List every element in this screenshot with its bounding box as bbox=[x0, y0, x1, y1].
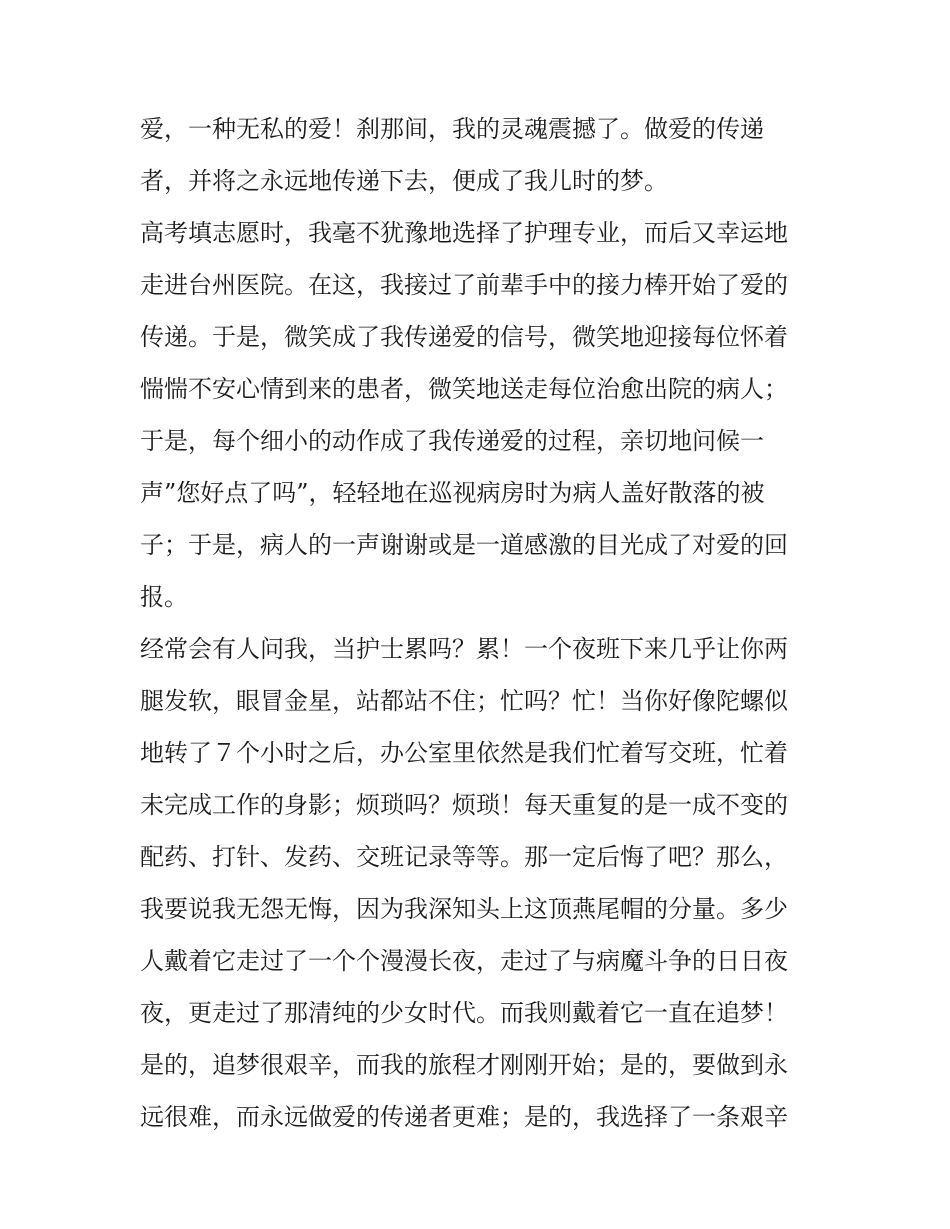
text-line: 惴惴不安心情到来的患者，微笑地送走每位治愈出院的病人； bbox=[140, 375, 788, 403]
text-line: 未完成工作的身影；烦琐吗？烦琐！每天重复的是一成不变的 bbox=[140, 791, 788, 819]
text-line: 传递。于是，微笑成了我传递爱的信号，微笑地迎接每位怀着 bbox=[140, 323, 788, 351]
text-line: 经常会有人问我，当护士累吗？累！一个夜班下来几乎让你两 bbox=[140, 635, 788, 663]
text-line: 高考填志愿时，我毫不犹豫地选择了护理专业，而后又幸运地 bbox=[140, 219, 788, 247]
text-line: 子；于是，病人的一声谢谢或是一道感激的目光成了对爱的回 bbox=[140, 531, 788, 559]
text-line: 者，并将之永远地传递下去，便成了我儿时的梦。 bbox=[140, 167, 668, 195]
text-line: 腿发软，眼冒金星，站都站不住；忙吗？忙！当你好像陀螺似 bbox=[140, 687, 788, 715]
text-line: 地转了７个小时之后，办公室里依然是我们忙着写交班，忙着 bbox=[140, 739, 788, 767]
text-line: 夜，更走过了那清纯的少女时代。而我则戴着它一直在追梦！ bbox=[140, 999, 788, 1027]
text-line: 远很难，而永远做爱的传递者更难；是的，我选择了一条艰辛 bbox=[140, 1103, 788, 1131]
text-line: 报。 bbox=[140, 583, 188, 611]
text-line: 配药、打针、发药、交班记录等等。那一定后悔了吧？那么， bbox=[140, 843, 788, 871]
text-line: 走进台州医院。在这，我接过了前辈手中的接力棒开始了爱的 bbox=[140, 271, 788, 299]
document-body bbox=[140, 103, 820, 1143]
text-line: 我要说我无怨无悔，因为我深知头上这顶燕尾帽的分量。多少 bbox=[140, 895, 788, 923]
text-line: 爱，一种无私的爱！刹那间，我的灵魂震撼了。做爱的传递 bbox=[140, 115, 764, 143]
text-line: 于是，每个细小的动作成了我传递爱的过程，亲切地问候一 bbox=[140, 427, 764, 455]
text-line: 人戴着它走过了一个个漫漫长夜，走过了与病魔斗争的日日夜 bbox=[140, 947, 788, 975]
text-line: 是的，追梦很艰辛，而我的旅程才刚刚开始；是的，要做到永 bbox=[140, 1051, 788, 1079]
text-line: 声”您好点了吗”，轻轻地在巡视病房时为病人盖好散落的被 bbox=[140, 479, 765, 507]
